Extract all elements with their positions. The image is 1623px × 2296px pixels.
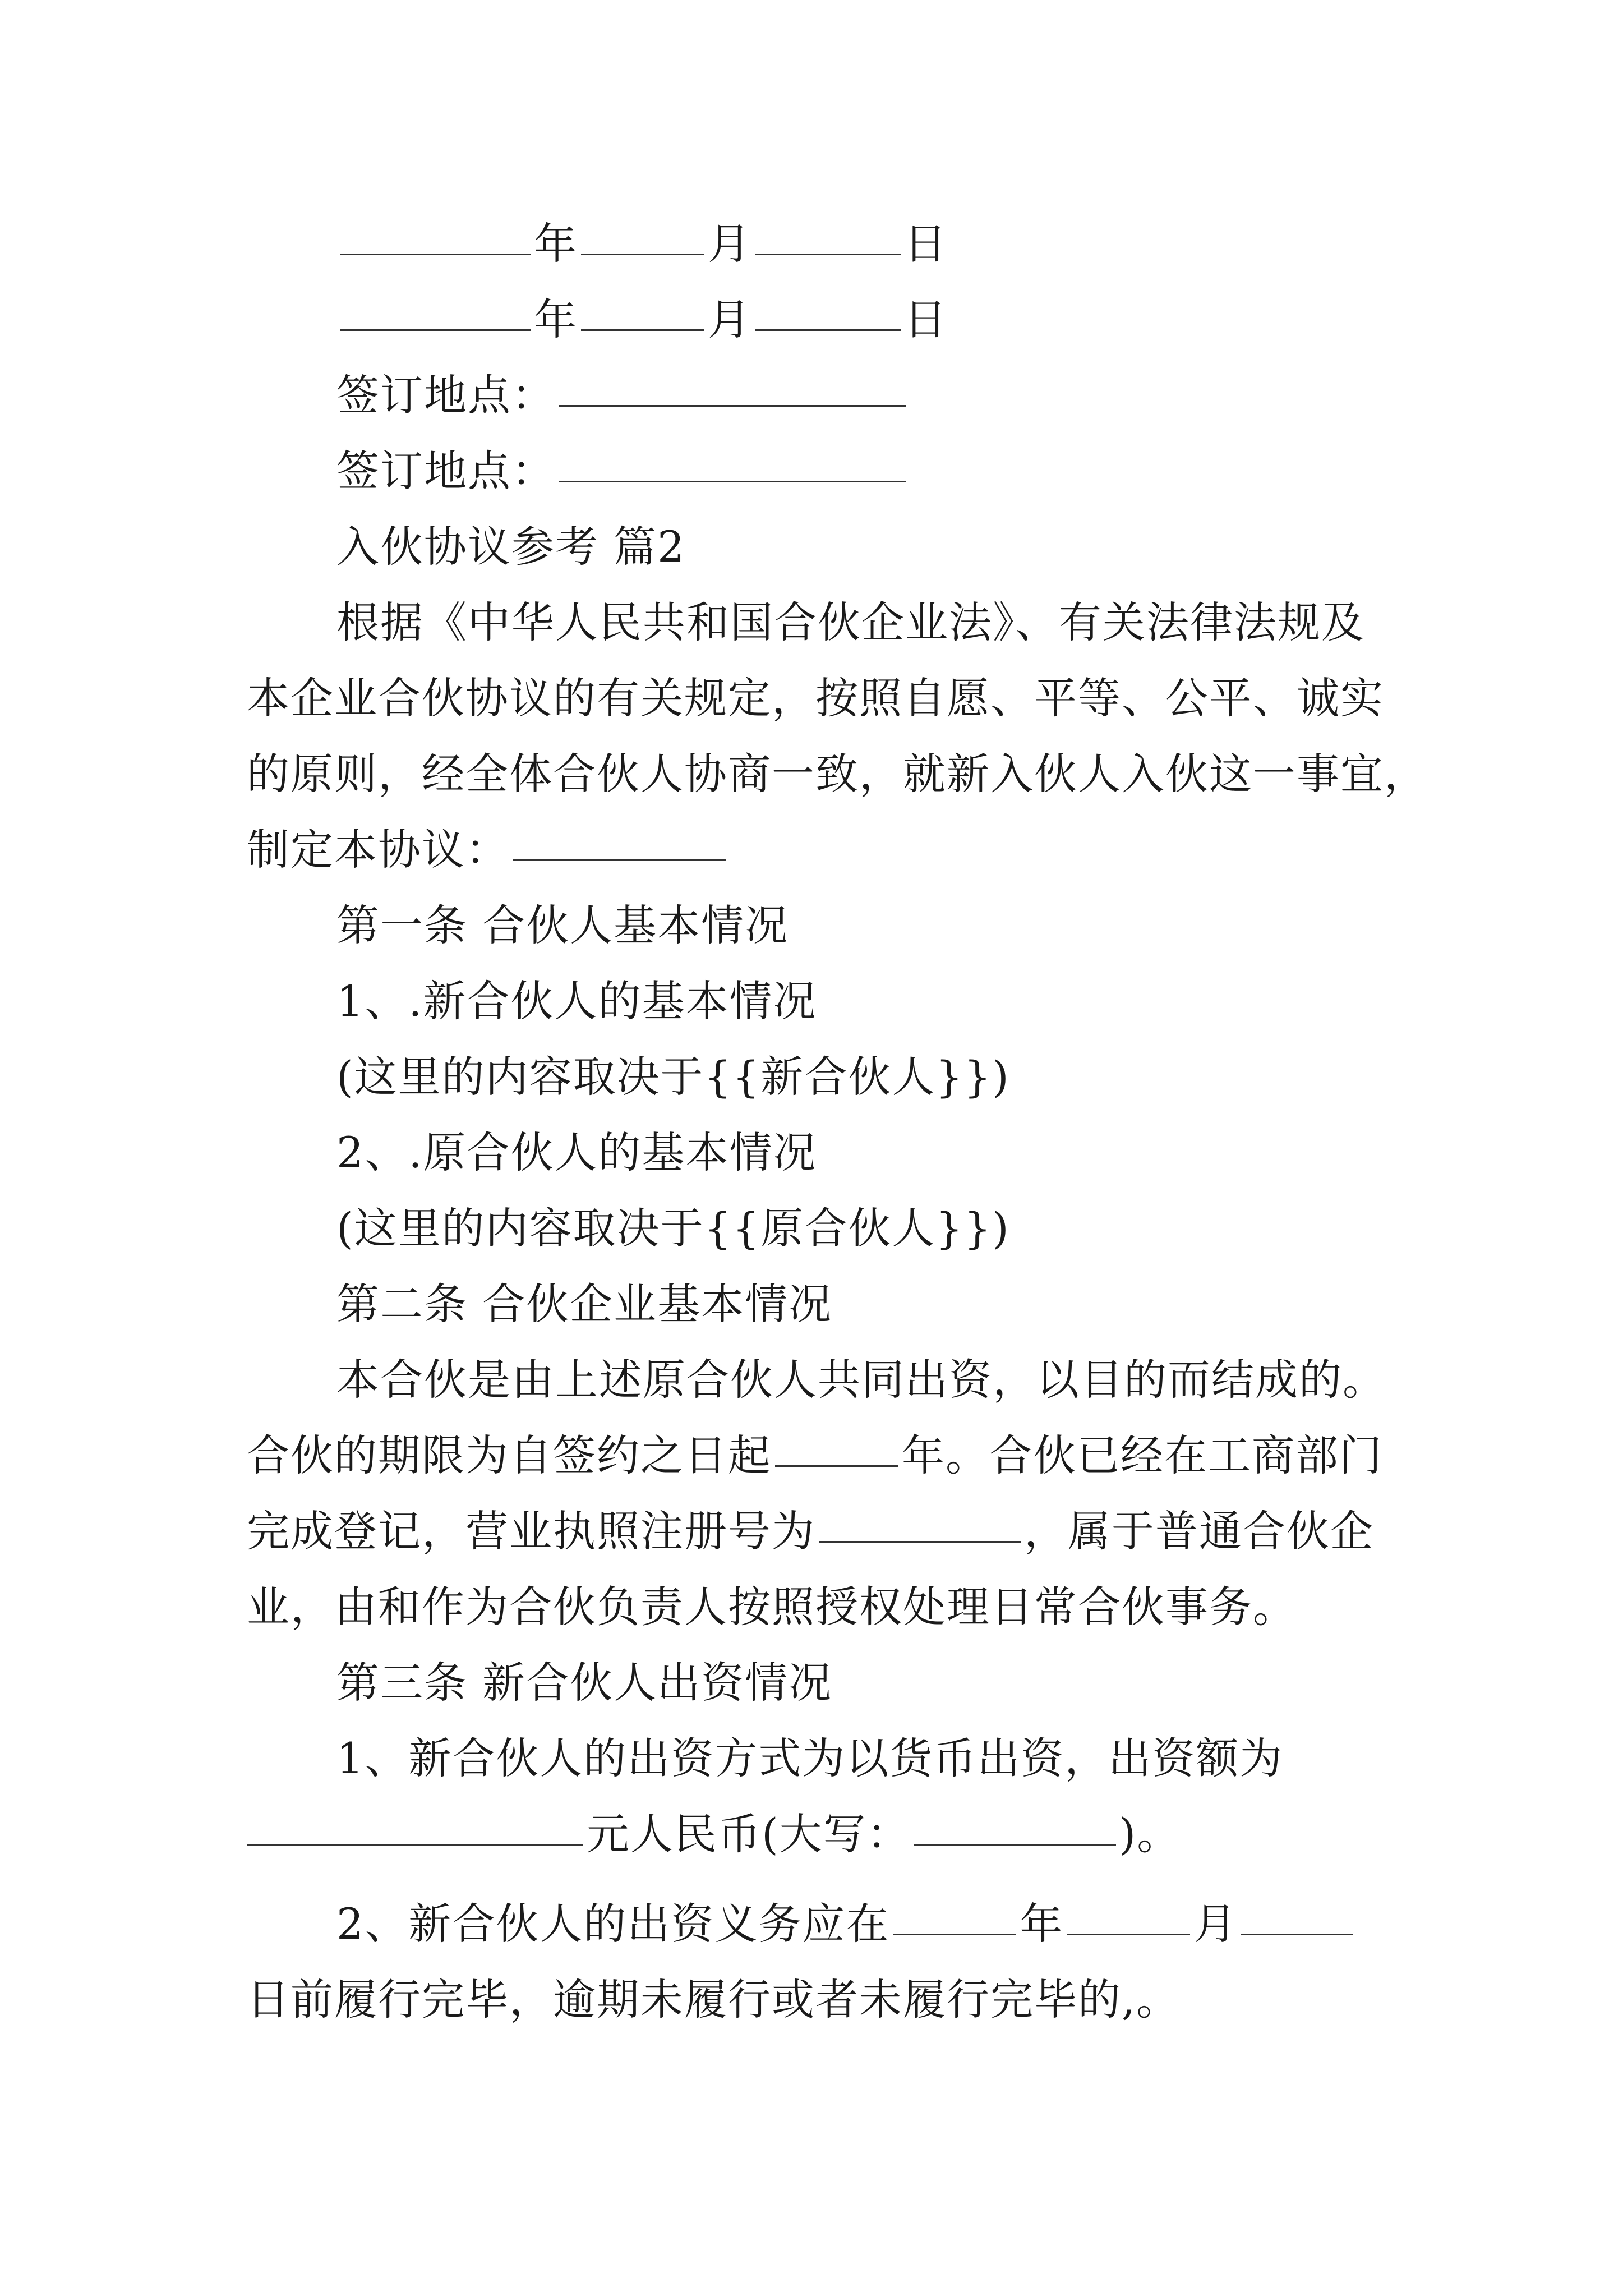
article-3-item-1-line-1: 1、新合伙人的出资方式为以货币出资，出资额为 xyxy=(336,1733,1284,1783)
license-suffix: ，属于普通合伙企 xyxy=(1024,1506,1374,1556)
amount-blank xyxy=(247,1844,583,1846)
year-label: 年 xyxy=(534,295,578,344)
deadline-label: 2、新合伙人的出资义务应在 xyxy=(336,1899,890,1949)
intro-line-3: 的原则，经全体合伙人协商一致，就新入伙人入伙这一事宜， xyxy=(247,749,1428,799)
month-label: 月 xyxy=(708,295,751,344)
date-line-1 xyxy=(336,216,948,272)
deadline-month-blank xyxy=(1067,1934,1190,1935)
sign-place-blank xyxy=(559,405,906,407)
term-label: 合伙的期限为自签约之日起 xyxy=(247,1430,772,1480)
sign-place-line-1 xyxy=(336,367,910,424)
day-blank xyxy=(755,329,901,331)
license-number-blank xyxy=(819,1541,1021,1543)
article-1-item-1: 1、.新合伙人的基本情况 xyxy=(336,976,817,1026)
intro-line-4 xyxy=(247,822,729,878)
year-label: 年 xyxy=(534,219,578,269)
day-label: 日 xyxy=(904,219,948,269)
article-1-title: 第一条 合伙人基本情况 xyxy=(336,900,789,950)
article-3-item-1-line-2 xyxy=(247,1806,1181,1862)
article-3-item-2-line-1 xyxy=(336,1896,1356,1952)
article-2-line-4: 业，由和作为合伙负责人按照授权处理日常合伙事务。 xyxy=(247,1582,1297,1632)
deadline-month-label: 月 xyxy=(1193,1899,1238,1949)
license-label: 完成登记，营业执照注册号为 xyxy=(247,1506,815,1556)
article-1-item-1-note: (这里的内容取决于{{新合伙人}}) xyxy=(336,1052,1010,1102)
article-3-item-2-line-2: 日前履行完毕，逾期未履行或者未履行完毕的,。 xyxy=(247,1975,1181,2024)
amount-label: 元人民币(大写： xyxy=(587,1809,911,1859)
intro-line-4-text: 制定本协议： xyxy=(247,825,509,875)
article-1-item-2: 2、.原合伙人的基本情况 xyxy=(336,1128,817,1177)
sign-place-blank xyxy=(559,481,906,482)
deadline-year-label: 年 xyxy=(1020,1899,1064,1949)
year-blank xyxy=(340,254,531,255)
section-title: 入伙协议参考 篇2 xyxy=(336,522,686,572)
sign-place-line-2 xyxy=(336,443,910,499)
intro-line-1: 根据《中华人民共和国合伙企业法》、有关法律法规及 xyxy=(336,597,1365,647)
article-3-title: 第三条 新合伙人出资情况 xyxy=(336,1658,833,1708)
month-label: 月 xyxy=(708,219,751,269)
day-label: 日 xyxy=(904,295,948,344)
deadline-year-blank xyxy=(893,1934,1016,1935)
month-blank xyxy=(581,254,704,255)
article-2-title: 第二条 合伙企业基本情况 xyxy=(336,1279,833,1329)
intro-line-2: 本企业合伙协议的有关规定，按照自愿、平等、公平、诚实 xyxy=(247,673,1384,723)
term-suffix: 年。合伙已经在工商部门 xyxy=(902,1430,1383,1480)
sign-place-label: 签订地点： xyxy=(336,446,555,496)
term-blank xyxy=(775,1465,898,1467)
sign-place-label: 签订地点： xyxy=(336,370,555,420)
day-blank xyxy=(755,254,901,255)
month-blank xyxy=(581,329,704,331)
agreement-blank xyxy=(513,859,726,861)
deadline-day-blank xyxy=(1241,1934,1353,1935)
article-2-line-1: 本合伙是由上述原合伙人共同出资，以目的而结成的。 xyxy=(336,1355,1386,1405)
article-2-line-2 xyxy=(247,1428,1383,1484)
amount-suffix: )。 xyxy=(1119,1809,1181,1859)
year-blank xyxy=(340,329,531,331)
article-2-line-3 xyxy=(247,1503,1374,1559)
date-line-2 xyxy=(336,292,948,348)
amount-words-blank xyxy=(914,1844,1116,1846)
article-1-item-2-note: (这里的内容取决于{{原合伙人}}) xyxy=(336,1203,1010,1253)
